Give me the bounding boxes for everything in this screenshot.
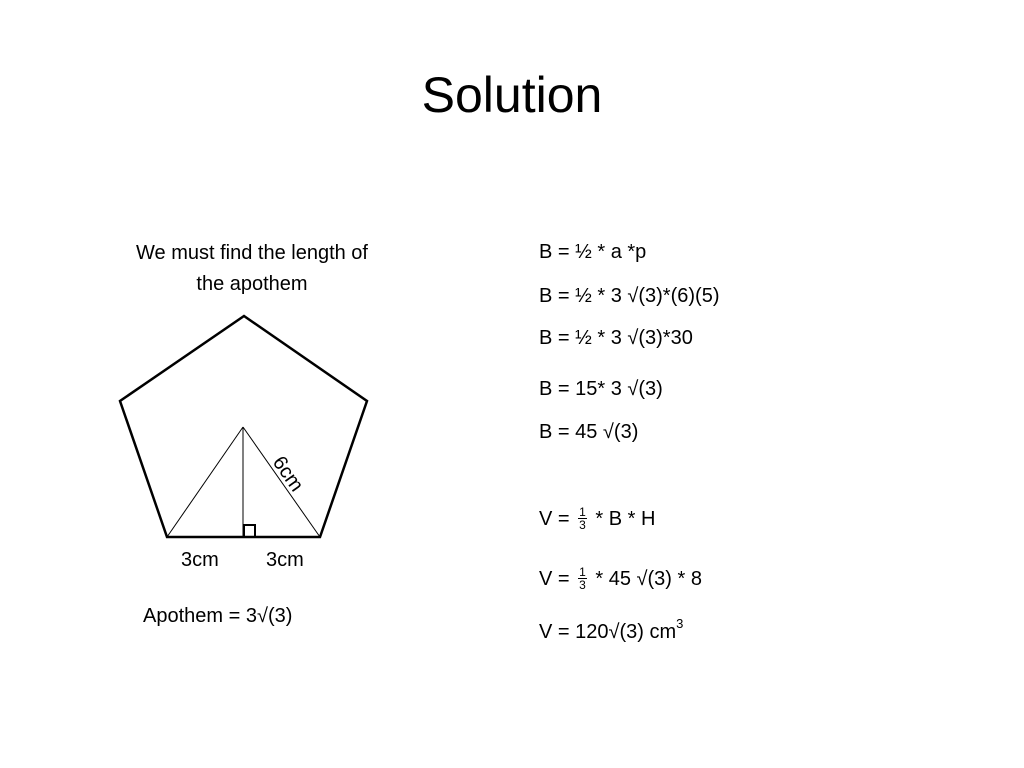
right-half-label: 3cm — [266, 549, 304, 571]
intro-line-1: We must find the length of — [136, 242, 368, 264]
apothem-result: Apothem = 3√(3) — [143, 605, 293, 627]
base-step-4: B = 15* 3 √(3) — [539, 378, 663, 400]
fraction-denominator: 3 — [579, 518, 586, 533]
left-radius-line — [167, 427, 243, 537]
volume-step-1 — [539, 505, 655, 533]
fraction-numerator: 1 — [579, 565, 586, 580]
left-half-label: 3cm — [181, 549, 219, 571]
fraction-denominator: 3 — [579, 578, 586, 593]
hypotenuse-label: 6cm — [267, 452, 308, 496]
base-step-3: B = ½ * 3 √(3)*30 — [539, 327, 693, 349]
one-third-fraction — [578, 506, 587, 531]
slide-title: Solution — [421, 67, 603, 123]
one-third-fraction — [578, 566, 587, 591]
right-angle-marker — [244, 525, 255, 537]
volume-step-2-suffix: * 45 √(3) * 8 — [589, 568, 702, 590]
volume-step-3 — [539, 618, 683, 646]
base-step-2: B = ½ * 3 √(3)*(6)(5) — [539, 285, 720, 307]
volume-step-1-suffix: * B * H — [589, 508, 656, 530]
volume-step-2-prefix: V = — [539, 568, 576, 590]
volume-step-2 — [539, 565, 702, 593]
volume-step-1-prefix: V = — [539, 508, 576, 530]
volume-result-text: V = 120√(3) cm — [539, 621, 677, 643]
intro-line-2: the apothem — [196, 273, 308, 295]
fraction-numerator: 1 — [579, 505, 586, 520]
base-step-1: B = ½ * a *p — [539, 241, 647, 263]
base-step-5: B = 45 √(3) — [539, 421, 639, 443]
cubic-exponent: 3 — [676, 616, 684, 632]
